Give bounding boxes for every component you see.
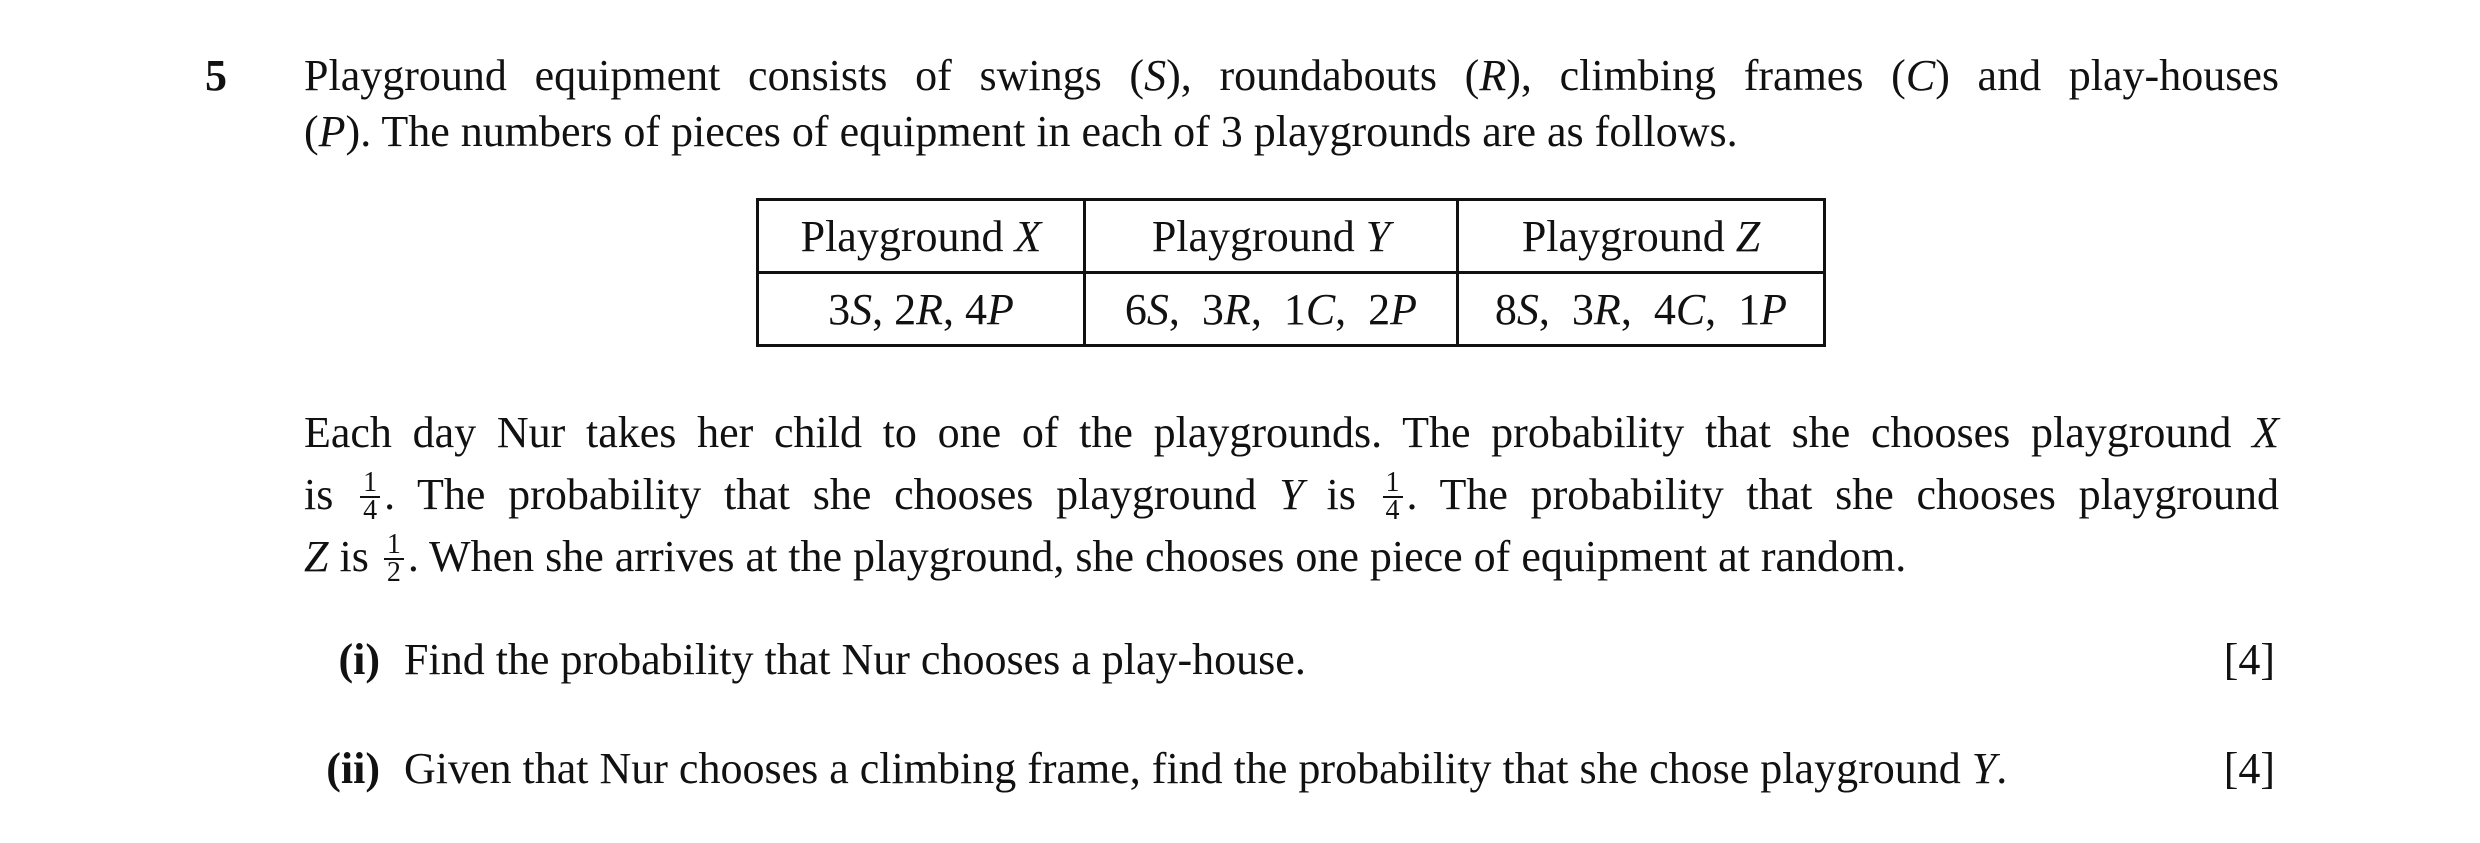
- table-header-cell: Playground Y: [1085, 200, 1458, 273]
- fraction-y: [1383, 466, 1403, 526]
- part-marks: [4]: [2223, 744, 2275, 793]
- description-line-1: Each day Nur takes her child to one of the playgrounds. The probability that she chooses playground X: [304, 408, 2279, 457]
- intro-line-1: [304, 48, 2279, 104]
- table-cell: 3S, 2R, 4P: [758, 273, 1085, 346]
- equipment-table: [756, 198, 1826, 347]
- intro-line-1-text: Playground equipment consists of swings (S), roundabouts (R), climbing frames (C) and play-houses: [304, 51, 2279, 100]
- fraction-numerator: 1: [1383, 470, 1403, 498]
- question-description: [304, 402, 2279, 588]
- intro-line-2: [304, 104, 2279, 160]
- intro-line-2-text: (P). The numbers of pieces of equipment in each of 3 playgrounds are as follows.: [304, 107, 1738, 156]
- fraction-denominator: 4: [1385, 494, 1400, 526]
- part-text: Find the probability that Nur chooses a play-house.: [404, 635, 1306, 684]
- part-marks: [4]: [2223, 635, 2275, 684]
- part-ii: [300, 741, 2275, 797]
- fraction-denominator: 2: [386, 556, 401, 588]
- part-text: Given that Nur chooses a climbing frame, find the probability that she chose playground Y.: [404, 744, 2008, 793]
- table-row: [758, 273, 1825, 346]
- table-cell: 6S, 3R, 1C, 2P: [1085, 273, 1458, 346]
- part-i: [300, 632, 2275, 688]
- fraction-numerator: 1: [360, 470, 380, 498]
- description-line-2: is $\frac{1}{4}$ . The probability that she chooses playground Y is $\frac{1}{4}$ . The probability that she chooses playground: [304, 466, 2279, 526]
- fraction-x: [360, 466, 380, 526]
- fraction-z: [384, 528, 404, 588]
- table-header-cell: Playground X: [758, 200, 1085, 273]
- description-line-3: Z is $\frac{1}{2}$ . When she arrives at the playground, she chooses one piece of equipment at random.: [304, 528, 1907, 588]
- question-number: 5: [205, 51, 227, 100]
- fraction-numerator: 1: [384, 532, 404, 560]
- table-cell: 8S, 3R, 4C, 1P: [1458, 273, 1825, 346]
- part-label: (i): [338, 635, 380, 684]
- table-header-cell: Playground Z: [1458, 200, 1825, 273]
- question-intro: [304, 48, 2279, 160]
- table-header-row: [758, 200, 1825, 273]
- part-label: (ii): [326, 744, 380, 793]
- fraction-denominator: 4: [363, 494, 378, 526]
